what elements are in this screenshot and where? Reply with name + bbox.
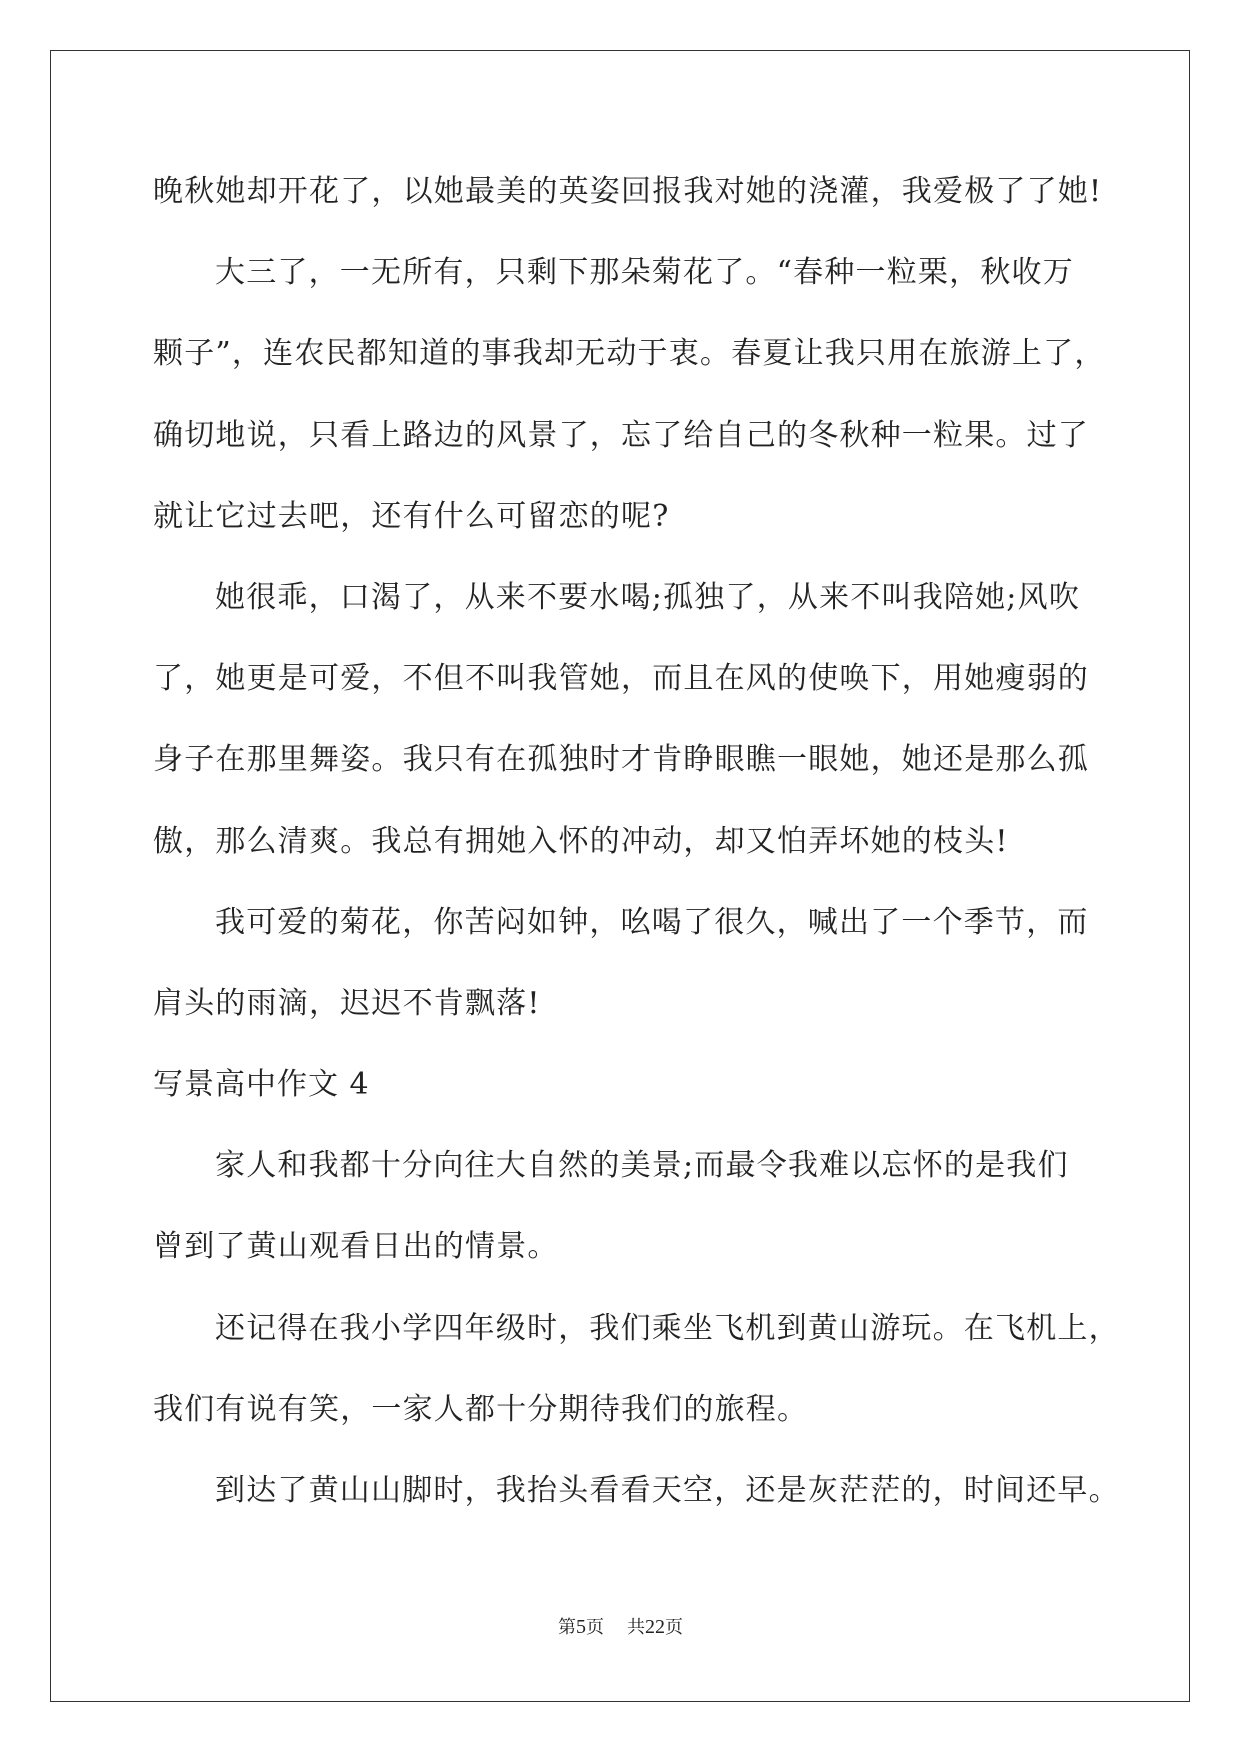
text-line: 家人和我都十分向往大自然的美景;而最令我难以忘怀的是我们 [215,1148,1069,1184]
text-line: 她很乖，口渴了，从来不要水喝;孤独了，从来不叫我陪她;风吹 [215,579,1081,615]
text-line: 晚秋她却开花了，以她最美的英姿回报我对她的浇灌，我爱极了了她! [153,174,1103,209]
footer-total-prefix: 共 [626,1617,645,1638]
text-line: 还记得在我小学四年级时，我们乘坐飞机到黄山游玩。在飞机上， [215,1310,1120,1346]
text-line: 大三了，一无所有，只剩下那朵菊花了。“春种一粒栗，秋收万 [215,255,1074,291]
text-line: 我可爱的菊花，你苦闷如钟，吆喝了很久，喊出了一个季节，而 [215,904,1089,940]
footer-total-suffix: 页 [664,1617,683,1638]
text-line: 了，她更是可爱，不但不叫我管她，而且在风的使唤下，用她瘦弱的 [153,661,1089,697]
text-line: 颗子”，连农民都知道的事我却无动于衷。春夏让我只用在旅游上了， [153,336,1106,372]
text-line: 曾到了黄山观看日出的情景。 [153,1229,559,1265]
document-body [153,158,1120,1538]
text-line: 身子在那里舞姿。我只有在孤独时才肯睁眼瞧一眼她，她还是那么孤 [153,742,1089,778]
text-line: 我们有说有笑，一家人都十分期待我们的旅程。 [153,1391,809,1427]
total-pages-number: 22 [644,1616,665,1638]
text-line: 就让它过去吧，还有什么可留恋的呢? [153,498,670,534]
text-line: 确切地说，只看上路边的风景了，忘了给自己的冬秋种一粒果。过了 [153,417,1089,453]
text-line: 傲，那么清爽。我总有拥她入怀的冲动，却又怕弄坏她的枝头! [153,823,1009,859]
footer-page-suffix: 页 [586,1617,605,1638]
footer-prefix: 第 [558,1617,577,1638]
text-line: 到达了黄山山脚时，我抬头看看天空，还是灰茫茫的，时间还早。 [215,1473,1120,1508]
section-heading: 写景高中作文 4 [153,1067,370,1103]
text-line: 肩头的雨滴，迟迟不肯飘落! [153,985,541,1021]
page-footer [0,1613,1241,1639]
current-page-number: 5 [576,1616,587,1638]
